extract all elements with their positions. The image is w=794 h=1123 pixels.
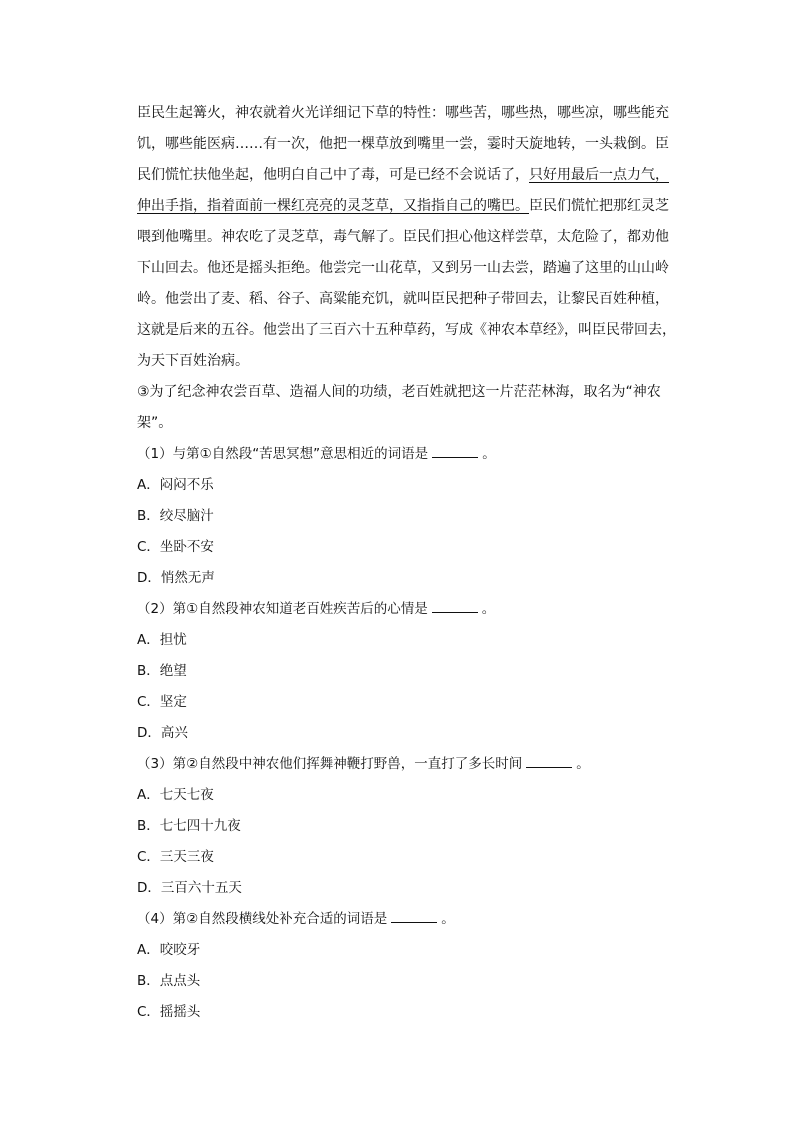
passage-text: 民们慌忙扶他坐起，他明白自己中了毒，可是已经不会说话了， (137, 167, 529, 183)
option-a: A．担忧 (137, 632, 187, 648)
underlined-sentence-part-1: 只好用最后一点力气， (529, 167, 669, 183)
question-2 (137, 594, 697, 749)
answer-blank (526, 755, 572, 768)
passage-line: 饥，哪些能医病……有一次，他把一棵草放到嘴里一尝，霎时天旋地转，一头栽倒。臣 (137, 136, 669, 152)
question-prompt (137, 749, 697, 780)
question-text: （2）第①自然段神农知道老百姓疾苦后的心情是 (137, 601, 428, 617)
question-text: （4）第②自然段横线处补充合适的词语是 (137, 911, 388, 927)
option-a: A．咬咬牙 (137, 942, 201, 958)
answer-blank (432, 600, 478, 613)
option-d: D．悄然无声 (137, 570, 215, 586)
paragraph-3-line: ③为了纪念神农尝百草、造福人间的功绩，老百姓就把这一片茫茫林海，取名为“神农 (137, 384, 661, 400)
passage-line: 这就是后来的五谷。他尝出了三百六十五种草药，写成《神农本草经》，叫臣民带回去， (137, 322, 676, 338)
option-d: D．高兴 (137, 725, 188, 741)
option-a: A．闷闷不乐 (137, 477, 214, 493)
question-end: 。 (441, 911, 455, 927)
option-d: D．三百六十五天 (137, 880, 242, 896)
question-prompt (137, 594, 697, 625)
question-3 (137, 749, 697, 904)
option-c: C．三天三夜 (137, 849, 214, 865)
underlined-sentence-part-2: 伸出手指，指着面前一棵红亮亮的灵芝草，又指指自己的嘴巴。 (137, 198, 529, 214)
document-page (137, 98, 697, 1028)
passage-line: 臣民生起篝火，神农就着火光详细记下草的特性：哪些苦，哪些热，哪些凉，哪些能充 (137, 105, 669, 121)
passage-line: 为天下百姓治病。 (137, 353, 249, 369)
answer-blank (391, 910, 437, 923)
answer-blank (432, 445, 478, 458)
option-b: B．七七四十九夜 (137, 818, 241, 834)
option-c: C．摇摇头 (137, 1004, 201, 1020)
question-end: 。 (481, 601, 496, 617)
passage-text: 臣民们慌忙把那红灵芝 (529, 198, 669, 214)
option-b: B．绝望 (137, 663, 187, 679)
question-text: （1）与第①自然段“苦思冥想”意思相近的词语是 (137, 446, 429, 462)
question-prompt (137, 439, 697, 470)
passage-line (137, 191, 697, 222)
paragraph-3-line: 架”。 (137, 415, 173, 431)
passage-line: 岭。他尝出了麦、稻、谷子、高粱能充饥，就叫臣民把种子带回去，让黎民百姓种植， (137, 291, 669, 307)
passage-line: 喂到他嘴里。神农吃了灵芝草，毒气解了。臣民们担心他这样尝草，太危险了，都劝他 (137, 229, 669, 245)
passage-line: 下山回去。他还是摇头拒绝。他尝完一山花草，又到另一山去尝，踏遍了这里的山山岭 (137, 260, 669, 276)
passage (137, 98, 697, 439)
question-4 (137, 904, 697, 1028)
option-c: C．坐卧不安 (137, 539, 214, 555)
question-end: 。 (482, 446, 496, 462)
question-end: 。 (576, 756, 590, 772)
passage-line (137, 160, 697, 191)
question-1 (137, 439, 697, 594)
option-b: B．点点头 (137, 973, 201, 989)
question-text: （3）第②自然段中神农他们挥舞神鞭打野兽，一直打了多长时间 (137, 756, 523, 772)
question-prompt (137, 904, 697, 935)
option-b: B．绞尽脑汁 (137, 508, 214, 524)
option-a: A．七天七夜 (137, 787, 214, 803)
option-c: C．坚定 (137, 694, 187, 710)
